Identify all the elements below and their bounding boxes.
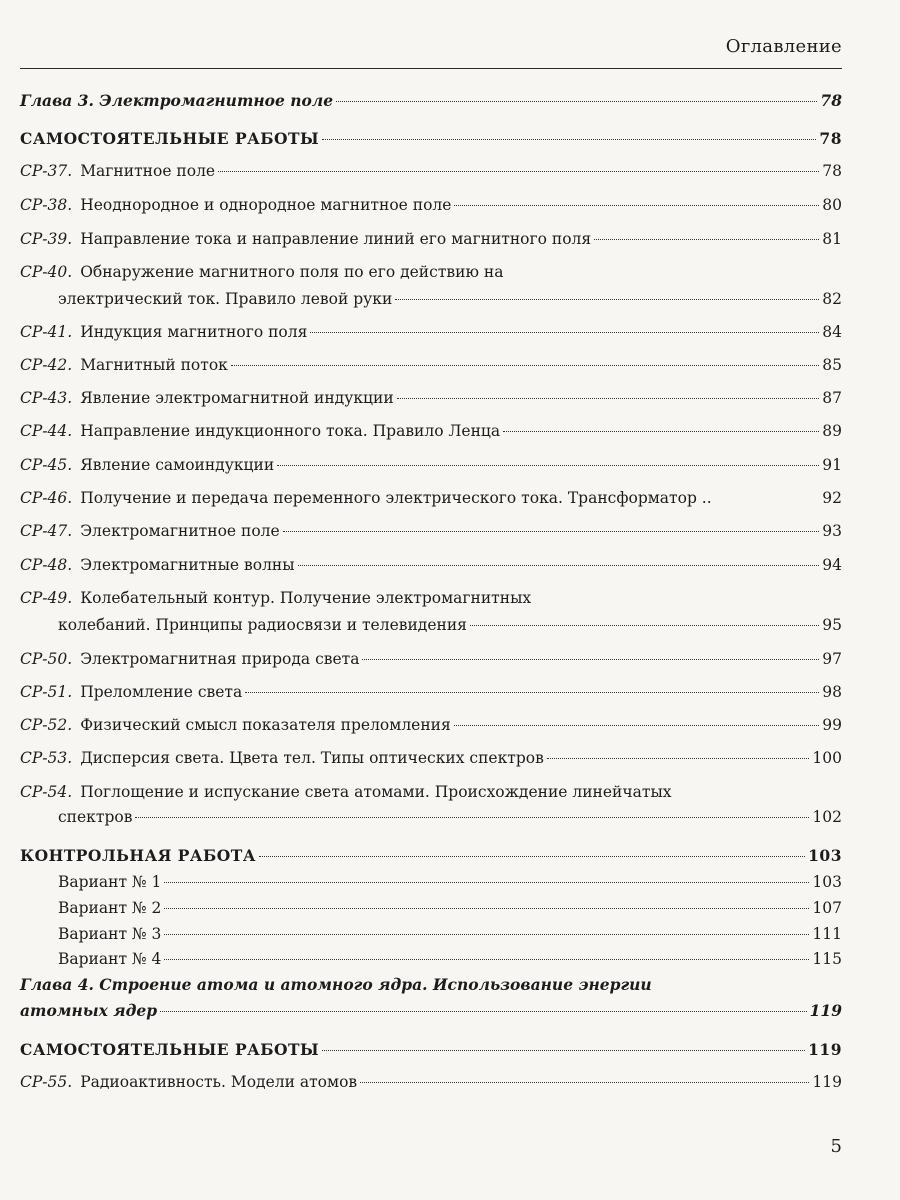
toc-page-number: 103 <box>812 873 842 891</box>
dot-leader <box>283 531 820 532</box>
toc-item-sr-40-continuation[interactable] <box>20 288 842 310</box>
toc-entry-text: Преломление света <box>80 683 243 701</box>
toc-item-code: СР-47. <box>20 522 73 540</box>
toc-entry-text: Глава 4. Строение атома и атомного ядра. Использование энергии <box>20 975 652 994</box>
toc-item-sr-54-continuation[interactable] <box>20 806 842 828</box>
toc-item-sr-37[interactable] <box>20 160 842 182</box>
dot-leader <box>298 565 820 566</box>
toc-variant-4[interactable] <box>20 948 842 970</box>
dot-leader <box>245 692 819 693</box>
dot-leader <box>397 398 820 399</box>
toc-entry-text: электрический ток. Правило левой руки <box>58 290 393 308</box>
toc-item-code: СР-55. <box>20 1073 73 1091</box>
toc-entry-text: Явление самоиндукции <box>80 456 275 474</box>
dot-leader <box>218 171 819 172</box>
toc-item-code: СР-51. <box>20 683 73 701</box>
dot-leader <box>322 1050 805 1051</box>
toc-page-number: 99 <box>822 716 842 734</box>
toc-page-number: 78 <box>822 162 842 180</box>
dot-leader <box>470 625 819 626</box>
toc-item-code: СР-41. <box>20 323 73 341</box>
toc-item-code: СР-52. <box>20 716 73 734</box>
toc-chapter-4-continuation[interactable] <box>20 1000 842 1022</box>
toc-variant-2[interactable] <box>20 897 842 919</box>
toc-entry-text: Колебательный контур. Получение электромагнитных <box>80 589 532 607</box>
toc-entry-text: спектров <box>58 808 133 826</box>
toc-item-code: СР-38. <box>20 196 73 214</box>
toc-page-number: 111 <box>812 925 842 943</box>
toc-entry-text: КОНТРОЛЬНАЯ РАБОТА <box>20 846 256 865</box>
header-rule <box>20 68 842 69</box>
dot-leader <box>322 139 816 140</box>
dot-leader <box>454 725 819 726</box>
toc-page-number: 92 <box>822 489 842 507</box>
dot-leader <box>503 431 819 432</box>
toc-item-sr-50[interactable] <box>20 648 842 670</box>
toc-page-number: 119 <box>808 1040 842 1059</box>
toc-item-code: СР-40. <box>20 263 73 281</box>
dot-leader <box>362 659 819 660</box>
toc-item-sr-41[interactable] <box>20 321 842 343</box>
toc-item-code: СР-42. <box>20 356 73 374</box>
toc-entry-text: Магнитное поле <box>80 162 216 180</box>
toc-page-number: 84 <box>822 323 842 341</box>
toc-page-number: 89 <box>822 422 842 440</box>
toc-page-number: 102 <box>812 808 842 826</box>
toc-entry-text: Радиоактивность. Модели атомов <box>80 1073 358 1091</box>
toc-item-code: СР-43. <box>20 389 73 407</box>
toc-page-number: 78 <box>819 129 842 148</box>
toc-page-number: 100 <box>812 749 842 767</box>
toc-entry-text: Направление тока и направление линий его магнитного поля <box>80 230 592 248</box>
toc-entry-text: Вариант № 2 <box>58 899 162 917</box>
toc-page-number: 97 <box>822 650 842 668</box>
toc-entry-text: Обнаружение магнитного поля по его действию на <box>80 263 504 281</box>
toc-variant-3[interactable] <box>20 923 842 945</box>
toc-entry-text: атомных ядер <box>20 1001 158 1020</box>
toc-item-sr-47[interactable] <box>20 520 842 542</box>
toc-page-number: 94 <box>822 556 842 574</box>
toc-item-sr-49[interactable] <box>20 587 842 609</box>
toc-page-number: 115 <box>812 950 842 968</box>
toc-item-sr-39[interactable] <box>20 228 842 250</box>
toc-entry-text: Вариант № 4 <box>58 950 162 968</box>
toc-page-number: 119 <box>812 1073 842 1091</box>
dot-leader <box>310 332 819 333</box>
toc-item-sr-44[interactable] <box>20 420 842 442</box>
toc-chapter-3[interactable] <box>20 90 842 112</box>
dot-leader <box>547 758 810 759</box>
toc-item-sr-46[interactable] <box>20 487 842 509</box>
running-header-title: Оглавление <box>725 36 842 57</box>
toc-item-sr-53[interactable] <box>20 747 842 769</box>
toc-page-number: 87 <box>822 389 842 407</box>
toc-page-number: 103 <box>808 846 842 865</box>
toc-chapter-4[interactable] <box>20 974 842 996</box>
toc-entry-text: Неоднородное и однородное магнитное поле <box>80 196 452 214</box>
toc-item-code: СР-54. <box>20 783 73 801</box>
toc-page-number: 107 <box>812 899 842 917</box>
toc-item-sr-40[interactable] <box>20 261 842 283</box>
toc-page-number: 93 <box>822 522 842 540</box>
toc-section-heading[interactable] <box>20 128 842 150</box>
toc-item-code: СР-37. <box>20 162 73 180</box>
toc-item-sr-48[interactable] <box>20 554 842 576</box>
toc-page-number: 78 <box>820 91 842 110</box>
toc-section-heading-2[interactable] <box>20 1039 842 1061</box>
toc-entry-text: Получение и передача переменного электрического тока. Трансформатор .. <box>80 489 712 507</box>
dot-leader <box>454 205 819 206</box>
toc-item-code: СР-49. <box>20 589 73 607</box>
toc-page-number: 82 <box>822 290 842 308</box>
toc-item-code: СР-46. <box>20 489 73 507</box>
toc-item-sr-45[interactable] <box>20 454 842 476</box>
toc-entry-text: Электромагнитное поле <box>80 522 280 540</box>
toc-entry-text: Явление электромагнитной индукции <box>80 389 394 407</box>
toc-entry-text: колебаний. Принципы радиосвязи и телевидения <box>58 616 467 634</box>
toc-item-code: СР-39. <box>20 230 73 248</box>
toc-entry-text: САМОСТОЯТЕЛЬНЫЕ РАБОТЫ <box>20 129 320 148</box>
toc-entry-text: Дисперсия света. Цвета тел. Типы оптических спектров <box>80 749 544 767</box>
toc-page-number: 91 <box>822 456 842 474</box>
toc-page-number: 98 <box>822 683 842 701</box>
toc-item-code: СР-45. <box>20 456 73 474</box>
dot-leader <box>164 934 809 935</box>
toc-entry-text: Индукция магнитного поля <box>80 323 308 341</box>
toc-item-code: СР-53. <box>20 749 73 767</box>
toc-page-number: 81 <box>822 230 842 248</box>
toc-item-sr-38[interactable] <box>20 194 842 216</box>
toc-variant-1[interactable] <box>20 871 842 893</box>
toc-item-sr-43[interactable] <box>20 387 842 409</box>
page-number: 5 <box>830 1136 842 1157</box>
toc-entry-text: Глава 3. Электромагнитное поле <box>20 91 334 110</box>
toc-page-number: 119 <box>809 1001 842 1020</box>
toc-item-sr-52[interactable] <box>20 714 842 736</box>
toc-entry-text: Магнитный поток <box>80 356 228 374</box>
toc-entry-text: Вариант № 3 <box>58 925 162 943</box>
toc-control-work-heading[interactable] <box>20 845 842 867</box>
toc-page-number: 95 <box>822 616 842 634</box>
toc-entry-text: Электромагнитная природа света <box>80 650 360 668</box>
dot-leader <box>231 365 819 366</box>
dot-leader <box>164 882 809 883</box>
toc-item-code: СР-48. <box>20 556 73 574</box>
dot-leader <box>395 299 819 300</box>
toc-entry-text: Направление индукционного тока. Правило Ленца <box>80 422 501 440</box>
toc-page-number: 80 <box>822 196 842 214</box>
toc-item-code: СР-50. <box>20 650 73 668</box>
toc-entry-text: САМОСТОЯТЕЛЬНЫЕ РАБОТЫ <box>20 1040 320 1059</box>
toc-item-sr-54[interactable] <box>20 781 842 803</box>
dot-leader <box>594 239 819 240</box>
toc-item-sr-55[interactable] <box>20 1071 842 1093</box>
dot-leader <box>164 959 809 960</box>
toc-entry-text: Физический смысл показателя преломления <box>80 716 451 734</box>
toc-item-code: СР-44. <box>20 422 73 440</box>
dot-leader <box>160 1011 807 1012</box>
dot-leader <box>135 817 809 818</box>
toc-item-sr-42[interactable] <box>20 354 842 376</box>
dot-leader <box>259 856 805 857</box>
toc-entry-text: Поглощение и испускание света атомами. Происхождение линейчатых <box>80 783 672 801</box>
dot-leader <box>336 101 817 102</box>
dot-leader <box>360 1082 809 1083</box>
toc-entry-text: Электромагнитные волны <box>80 556 295 574</box>
dot-leader <box>277 465 819 466</box>
toc-page-number: 85 <box>822 356 842 374</box>
toc-entry-text: Вариант № 1 <box>58 873 162 891</box>
dot-leader <box>164 908 809 909</box>
toc-item-sr-51[interactable] <box>20 681 842 703</box>
toc-item-sr-49-continuation[interactable] <box>20 614 842 636</box>
